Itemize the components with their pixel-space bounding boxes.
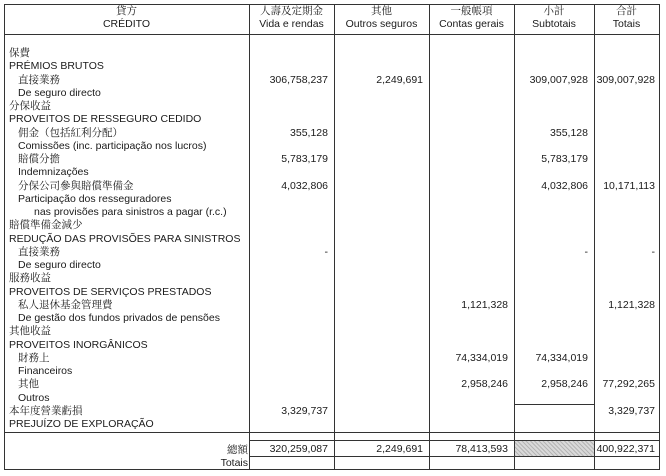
cell-subtotais: 2,958,246 [541,378,588,391]
totals-totais: 400,922,371 [596,443,655,455]
table-row [4,286,660,299]
cell-vida-rendas: - [324,245,328,258]
header-contas-zh: 一般帳項 [450,5,493,17]
totals-label-pt: Totais [220,457,248,469]
row-label: 分保收益 [9,100,51,112]
header-credito-pt: CRÉDITO [102,18,151,30]
table-row [4,206,660,219]
table-row [4,392,660,405]
cell-vida-rendas: 306,758,237 [269,73,328,86]
row-label: 其他 [18,378,39,391]
header-outros-pt: Outros seguros [345,18,418,30]
body-bottom-border [4,432,660,433]
table-row [4,153,660,166]
table-row [4,140,660,153]
cell-subtotais: - [584,245,588,258]
row-label: 賠償分擔 [18,153,60,165]
table-row [4,259,660,272]
row-label: 私人退休基金管理費 [18,298,113,311]
row-label: 賠償準備金減少 [9,219,83,232]
row-label: 保費 [9,47,30,59]
header-totais-zh: 合計 [616,5,637,17]
table-row [4,127,660,140]
row-label: PROVEITOS DE SERVIÇOS PRESTADOS [9,285,212,298]
table-row [4,180,660,193]
table-row [4,100,660,113]
row-label: 財務上 [18,351,50,364]
table-row [4,47,660,60]
header-vida-rendas [249,5,334,33]
header-vida-zh: 人壽及定期金 [260,5,323,17]
totals-mid-border [249,456,660,457]
header-subtotais-pt: Subtotais [532,18,576,30]
cell-vida-rendas: 3,329,737 [281,404,328,417]
row-label: PROVEITOS INORGÂNICOS [9,338,148,351]
table-row [4,378,660,391]
row-label: De seguro directo [18,259,101,271]
table-row [4,113,660,126]
totals-label-zh: 總額 [227,444,248,456]
totals-contas-gerais: 78,413,593 [455,443,508,455]
cell-totais: 77,292,265 [602,378,655,391]
header-totais-pt: Totais [612,18,641,30]
totals-vida-rendas: 320,259,087 [269,443,328,455]
cell-totais: - [651,245,655,258]
table-row [4,352,660,365]
header-credito-zh: 貸方 [116,5,137,17]
row-label: 服務收益 [9,272,51,285]
totals-top-border [249,440,660,441]
table-row [4,166,660,179]
row-label: PRÉMIOS BRUTOS [9,60,104,73]
row-label: Comissões (inc. participação nos lucros) [18,139,207,152]
header-credito [4,5,249,33]
header-vida-pt: Vida e rendas [259,18,324,30]
row-label: PROVEITOS DE RESSEGURO CEDIDO [9,113,202,126]
table-row [4,233,660,246]
table-row [4,272,660,285]
row-label: De gestão dos fundos privados de pensões [18,312,220,324]
header-totais [594,5,659,33]
table-row [4,339,660,352]
cell-vida-rendas: 355,128 [290,126,328,139]
cell-totais: 3,329,737 [608,404,655,417]
cell-totais: 1,121,328 [608,298,655,311]
table-row [4,219,660,232]
row-label: 直接業務 [18,245,60,258]
cell-subtotais: 4,032,806 [541,179,588,192]
cell-outros-seguros: 2,249,691 [376,73,423,86]
header-subtotais-zh: 小計 [543,5,565,17]
table-row [4,312,660,325]
row-label: Indemnizações [18,166,89,179]
row-label: nas provisões para sinistros a pagar (r.c.) [34,206,227,218]
row-label: De seguro directo [18,86,101,99]
row-label: 直接業務 [18,73,60,86]
table-row [4,87,660,100]
table-row [4,246,660,259]
cell-subtotais: 74,334,019 [535,351,588,364]
totals-subtotal-shaded-cell [515,441,594,456]
table-row [4,405,660,418]
row-label: REDUÇÃO DAS PROVISÕES PARA SINISTROS [9,232,241,245]
cell-vida-rendas: 5,783,179 [281,153,328,165]
table-row [4,365,660,378]
row-label: Financeiros [18,365,73,377]
table-row [4,418,660,431]
cell-subtotais: 355,128 [550,126,588,139]
header-divider [4,34,660,35]
row-label: 分保公司參與賠償準備金 [18,179,134,192]
cell-subtotais: 5,783,179 [541,153,588,165]
header-contas-gerais [429,5,514,33]
row-label: PREJUÍZO DE EXPLORAÇÃO [9,418,154,430]
row-label: 佣金（包括紅利分配） [18,126,123,139]
cell-contas-gerais: 1,121,328 [461,298,508,311]
row-label: Participação dos resseguradores [18,192,172,205]
header-subtotais [514,5,594,33]
table-row [4,74,660,87]
cell-subtotais: 309,007,928 [529,73,588,86]
table-row [4,60,660,73]
table-row [4,299,660,312]
row-label: Outros [18,391,50,404]
bottom-border [4,469,660,470]
row-label: 其他收益 [9,325,51,338]
cell-contas-gerais: 2,958,246 [461,378,508,391]
cell-vida-rendas: 4,032,806 [281,179,328,192]
cell-totais: 10,171,113 [603,179,655,192]
totals-outros-seguros: 2,249,691 [376,443,423,455]
header-contas-pt: Contas gerais [439,18,504,30]
cell-contas-gerais: 74,334,019 [455,351,508,364]
header-outros-seguros [334,5,429,33]
table-row [4,193,660,206]
table-row [4,325,660,338]
row-label: 本年度營業虧損 [9,404,83,417]
header-outros-zh: 其他 [371,5,392,17]
credit-table [4,4,660,470]
cell-totais: 309,007,928 [596,73,655,86]
